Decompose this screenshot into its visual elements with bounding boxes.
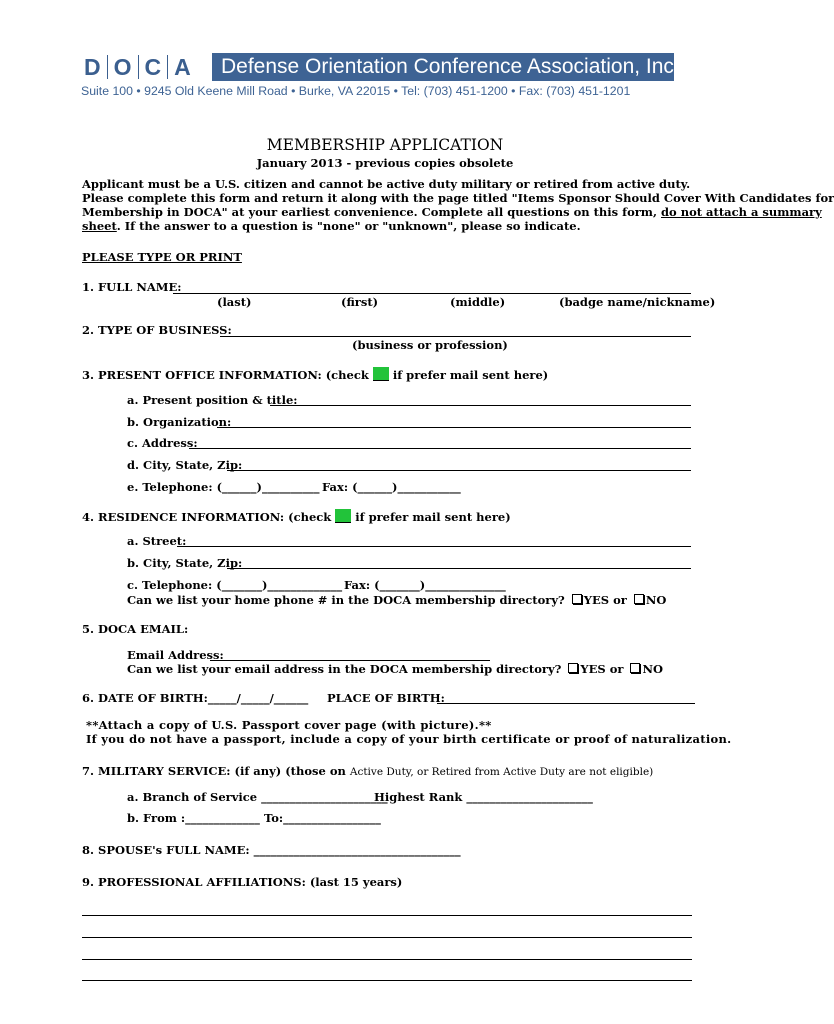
office-organization-field[interactable] <box>217 427 691 428</box>
print-notice: PLEASE TYPE OR PRINT <box>82 250 242 264</box>
home-phone-directory-question: Can we list your home phone # in the DOCA membership directory? YES or NO <box>127 593 667 607</box>
business-label: 2. TYPE OF BUSINESS: <box>82 323 232 337</box>
full-name-sub-first: (first) <box>341 295 379 309</box>
full-name-sub-last: (last) <box>217 295 252 309</box>
passport-instruction-2: If you do not have a passport, include a copy of your birth certificate or proof of naturalization. <box>86 732 732 746</box>
doca-email-label: 5. DOCA EMAIL: <box>82 622 189 636</box>
full-name-field[interactable] <box>173 293 691 294</box>
email-yes-checkbox[interactable] <box>568 663 578 673</box>
logo-letter-d: D <box>84 53 101 80</box>
residence-street-field[interactable] <box>177 546 691 547</box>
date-of-birth-field[interactable]: 6. DATE OF BIRTH:_____/_____/______ <box>82 691 309 705</box>
office-address-field[interactable] <box>189 448 691 449</box>
affiliations-line-2[interactable] <box>82 937 692 938</box>
logo-letter-c: C <box>144 53 162 80</box>
residence-info-label: 4. RESIDENCE INFORMATION: (check if prefer mail sent here) <box>82 510 511 524</box>
office-city-field[interactable] <box>227 470 691 471</box>
residence-street-label: a. Street: <box>127 534 187 548</box>
doca-logo <box>84 54 191 80</box>
affiliations-line-1[interactable] <box>82 915 692 916</box>
residence-telephone-field[interactable]: c. Telephone: (_______)_____________ <box>127 578 343 592</box>
spouse-name-field[interactable]: 8. SPOUSE's FULL NAME: ____________________________________ <box>82 843 461 857</box>
professional-affiliations-label: 9. PROFESSIONAL AFFILIATIONS: (last 15 years) <box>82 875 403 889</box>
place-of-birth-field[interactable] <box>437 703 695 704</box>
form-subtitle: January 2013 - previous copies obsolete <box>256 156 514 170</box>
logo-letter-a: A <box>174 53 191 80</box>
affiliations-line-4[interactable] <box>82 980 692 981</box>
office-city-label: d. City, State, Zip: <box>127 458 243 472</box>
residence-fax-field[interactable]: Fax: (_______)______________ <box>344 578 506 592</box>
business-sub: (business or profession) <box>352 338 508 352</box>
office-fax-field[interactable]: Fax: (______)___________ <box>322 480 461 494</box>
full-name-sub-middle: (middle) <box>450 295 506 309</box>
office-organization-label: b. Organization: <box>127 415 232 429</box>
full-name-label: 1. FULL NAME: <box>82 280 182 294</box>
intro-line-4: sheet. If the answer to a question is "none" or "unknown", please so indicate. <box>82 219 581 233</box>
email-directory-question: Can we list your email address in the DOCA membership directory? YES or NO <box>127 662 663 676</box>
service-from-field[interactable]: b. From :_____________ <box>127 811 260 825</box>
residence-mail-checkbox[interactable] <box>335 509 351 523</box>
intro-line-2: Please complete this form and return it along with the page titled "Items Sponsor Should Cover With Candidates for <box>82 191 834 205</box>
office-position-field[interactable] <box>270 405 691 406</box>
branch-of-service-field[interactable]: a. Branch of Service ______________________ <box>127 790 388 804</box>
form-title: MEMBERSHIP APPLICATION <box>266 136 504 154</box>
organization-address: Suite 100 • 9245 Old Keene Mill Road • Burke, VA 22015 • Tel: (703) 451-1200 • Fax: (703) 451-1201 <box>81 84 631 98</box>
office-position-label: a. Present position & title: <box>127 393 298 407</box>
office-mail-checkbox[interactable] <box>373 367 389 381</box>
residence-city-label: b. City, State, Zip: <box>127 556 243 570</box>
logo-letter-o: O <box>113 53 132 80</box>
service-to-field[interactable]: To:_________________ <box>264 811 381 825</box>
full-name-sub-badge: (badge name/nickname) <box>559 295 716 309</box>
affiliations-line-3[interactable] <box>82 959 692 960</box>
office-info-label: 3. PRESENT OFFICE INFORMATION: (check if prefer mail sent here) <box>82 368 549 382</box>
residence-city-field[interactable] <box>227 568 691 569</box>
intro-line-3: Membership in DOCA" at your earliest convenience. Complete all questions on this form, do not attach a summary <box>82 205 822 219</box>
email-address-label: Email Address: <box>127 648 224 662</box>
home-phone-no-checkbox[interactable] <box>634 594 644 604</box>
email-address-field[interactable] <box>210 660 490 661</box>
organization-name-banner: Defense Orientation Conference Association, Inc. <box>212 53 674 81</box>
highest-rank-field[interactable]: Highest Rank ______________________ <box>374 790 593 804</box>
office-telephone-field[interactable]: e. Telephone: (______)__________ <box>127 480 320 494</box>
military-service-label: 7. MILITARY SERVICE: (if any) (those on Active Duty, or Retired from Active Duty are not eligible) <box>82 764 654 778</box>
business-field[interactable] <box>220 336 691 337</box>
intro-line-1: Applicant must be a U.S. citizen and cannot be active duty military or retired from active duty. <box>82 177 691 191</box>
passport-instruction-1: **Attach a copy of U.S. Passport cover page (with picture).** <box>86 718 492 732</box>
home-phone-yes-checkbox[interactable] <box>572 594 582 604</box>
email-no-checkbox[interactable] <box>630 663 640 673</box>
place-of-birth-label: PLACE OF BIRTH: <box>327 691 445 705</box>
office-address-label: c. Address: <box>127 436 198 450</box>
